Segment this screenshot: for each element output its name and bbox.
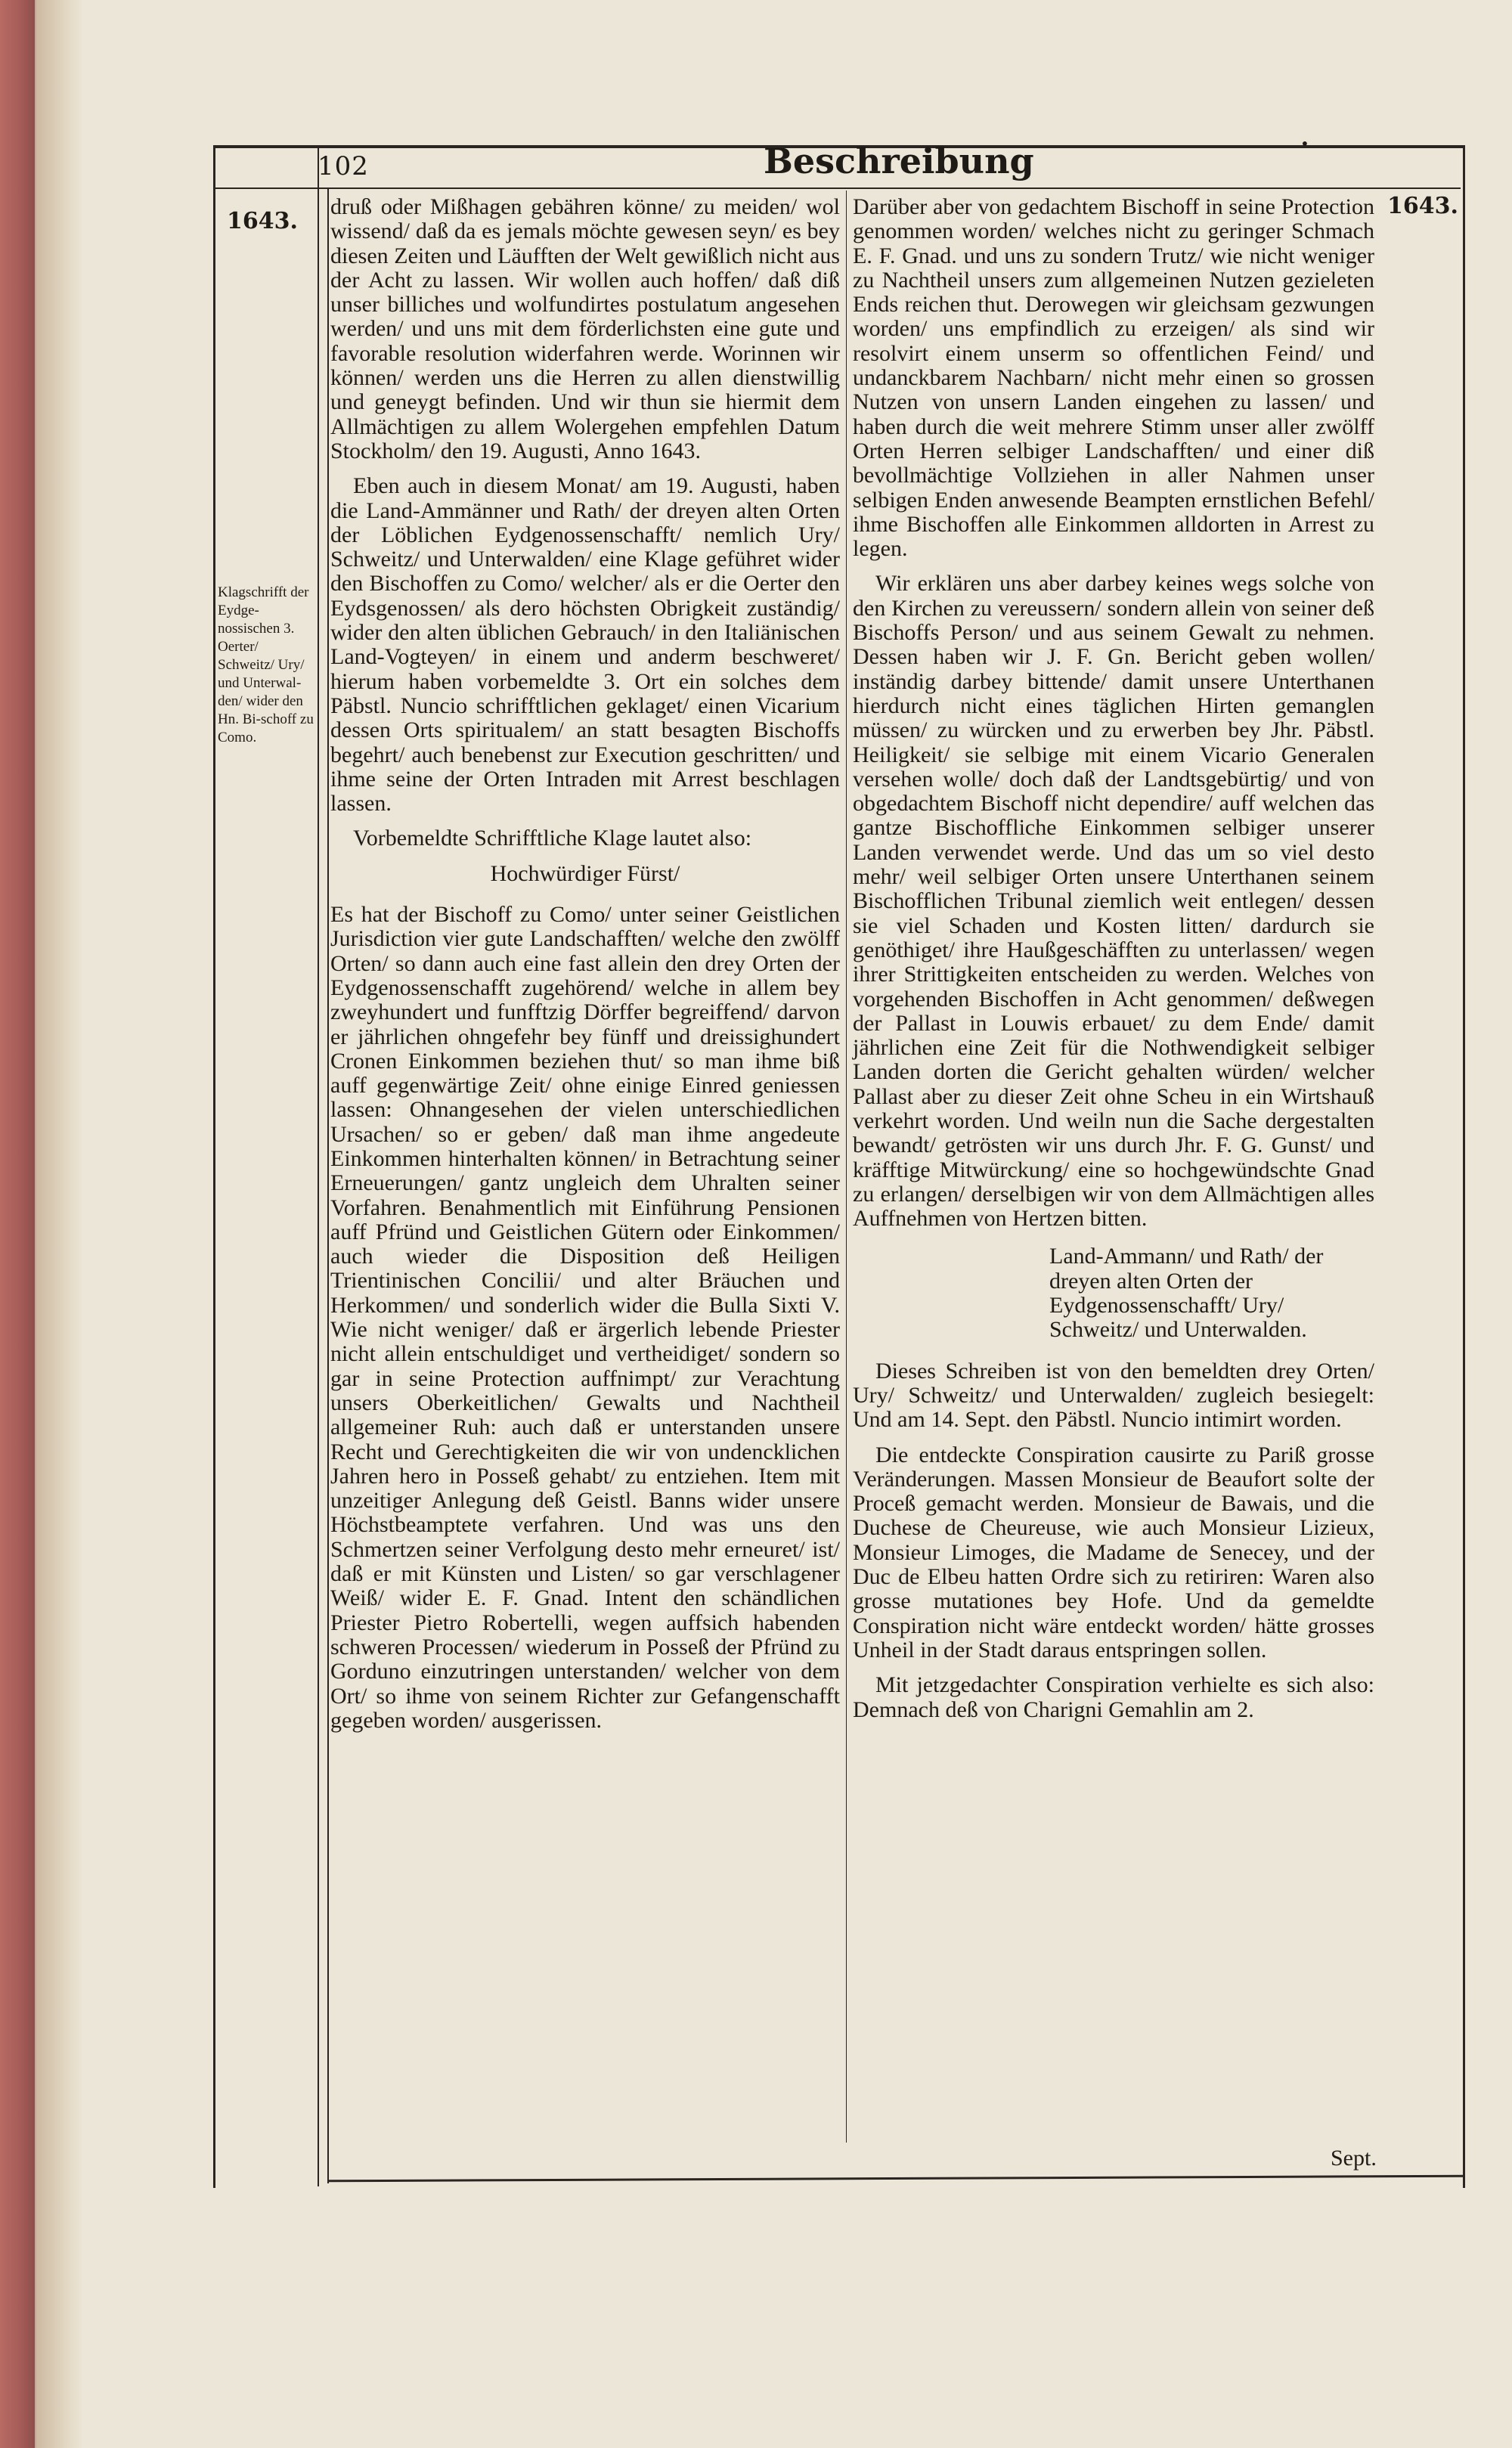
paragraph: Es hat der Bischoff zu Como/ unter seiner Geistlichen Jurisdiction vier gute Landschafften/ welche den zwölff Orten/ so dann auch eine fast allein den drey Orten der Eydgenossenschafft zugehörend/ welche in allem bey zweyhundert und funfftzig Dörffer begreiffend/ darvon er jährlichen ohngefehr bey fünff und dreissighundert Cronen Einkommen beziehen thut/ so man ihme biß auff gegenwärtige Zeit/ ohne einige Einred geniessen lassen: Ohnangesehen der vielen unterschiedlichen Ursachen/ so er geben/ daß man ihme angedeute Einkommen hinterhalten können/ in Betrachtung seiner Erneuerungen/ gantz ungleich dem Uhralten seiner Vorfahren. Benahmentlich mit Einführung Pensionen auff Pfründ und Geistlichen Gütern oder Einkommen/ auch wieder die Disposition deß Heiligen Trientinischen Concilii/ und alter Bräuchen und Herkommen/ und sonderlich wider die Bulla Sixti V. Wie nicht weniger/ daß er ärgerlich lebende Priester nicht allein entschuldiget und vertheidiget/ sondern so gar in seine Protection auffnimpt/ zur Verachtung unsers Oberkeitlichen/ Gewalts und Nachtheil allgemeiner Ruh: auch daß er unterstanden unsere Recht und Gerechtigkeiten die wir von undencklichen Jahren hero in Posseß gehabt/ zu entziehen. Item mit unzeitiger Anlegung deß Geistl. Banns wider unsere Höchstbeamptete verfahren. Und was uns den Schmertzen seiner Verfolgung desto mehr erneuret/ ist/ daß er mit Künsten und Listen/ so gar verschlagener Weiß/ wider E. F. Gnad. Intent den schändlichen Priester Pietro Robertelli, wegen auffsich habenden schweren Processen/ wiederum in Posseß der Pfründ zu Gorduno einzutringen unterstanden/ welcher von dem Ort/ so ihme von seinem Richter zur Gefangenschafft gegeben worden/ ausgerissen. (330, 902, 840, 1733)
paragraph: druß oder Mißhagen gebähren könne/ zu meiden/ wol wissend/ daß da es jemals möchte gewesen seyn/ es bey diesen Zeiten und Läufften der Welt gewißlich nicht aus der Acht zu lassen. Wir wollen auch hoffen/ daß diß unser billiches und wolfundirtes postulatum angesehen werden/ und uns mit dem förderlichsten eine gute und favorable resolution widerfahren werde. Worinnen wir können/ werden uns die Herren zu allen dienstwillig und geneygt befinden. Und wir thun sie hiermit dem Allmächtigen zu allem Wolergehen empfehlen Datum Stockholm/ den 19. Augusti, Anno 1643. (330, 194, 840, 463)
salutation: Hochwürdiger Fürst/ (490, 860, 680, 886)
paragraph: Wir erklären uns aber darbey keines wegs solche von den Kirchen zu vereussern/ sondern allein von seiner deß Bischoffs Person/ und aus seinem Gewalt zu nehmen. Dessen haben wir J. F. Gn. Bericht geben wollen/ inständig darbey bittende/ damit unsere Unterthanen hierdurch nicht eines täglichen Hirten gemanglen müssen/ zu würcken und zu erwerben bey Jhr. Päbstl. Heiligkeit/ sie selbige mit einem Vicario Generalen versehen wolle/ doch daß der Landtsgebürtig/ und von obgedachtem Bischoff nicht dependire/ auff welchen das gantze Bischoffliche Einkommen selbiger unserer Landen verwendet werde. Und das um so viel desto mehr/ weil selbiger Orten unsere Unterthanen seinem Bischofflichen Tribunal ziemlich weit entlegen/ dessen sie viel Schaden und Kosten litten/ dardurch sie genöthiget/ ihre Haußgeschäfften zu unterlassen/ wegen ihrer Strittigkeiten entscheiden zu werden. Welches von vorgehenden Bischoffen in Acht genommen/ deßwegen der Pallast in Louwis erbauet/ zu dem Ende/ damit jährlichen eine Zeit für die Nothwendigkeit selbiger Landen dorten die Gericht gehalten würden/ welcher Pallast aber zu dieser Zeit ohne Scheu in ein Wirtshauß verkehrt worden. Und weiln nun die Sache dergestalten bewandt/ getrösten wir uns durch Jhr. F. G. Gunst/ und kräfftige Mitwürckung/ eine so hochgewündschte Gnad zu erlangen/ derselbigen wir von dem Allmächtigen alles Auffnehmen von Hertzen bitten. (853, 571, 1374, 1232)
year-right: 1643. (1387, 193, 1458, 219)
right-column (853, 195, 1374, 1733)
paragraph: Darüber aber von gedachtem Bischoff in seine Protection genommen worden/ welches nicht zu geringer Schmach E. F. Gnad. und uns zu sondern Trutz/ wie nicht weniger zu Nachtheil unsers zum allgemeinen Nutzen gezieleten Ends reichen thut. Derowegen wir gleichsam gezwungen worden/ uns empfindlich zu erzeigen/ als sind wir resolvirt einem unserm so offentlichen Feind/ und undanckbarem Nachbarn/ nicht mehr einen so grossen Nutzen von unsern Landen eingehen zu lassen/ und haben durch die weit mehrere Stimm unser aller zwölff Orten Herren selbiger Landschafften/ und einer diß bevollmächtige Vollziehen in aller Nahmen unser selbigen Enden anwesende Beampten ernstlichen Befehl/ ihme Bischoffen alle Einkommen alldorten in Arrest zu legen. (853, 194, 1374, 562)
paragraph: Eben auch in diesem Monat/ am 19. Augusti, haben die Land-Ammänner und Rath/ der dreyen alten Orten der Löblichen Eydgenossenschafft/ nemlich Ury/ Schweitz/ und Unterwalden/ eine Klage geführet wider den Bischoffen zu Como/ welcher/ als er die Oerter den Eydsgenossen/ als dero höchsten Obrigkeit zuständig/ wider den alten üblichen Gebrauch/ in den Italiänischen Land-Vogteyen/ in einem und anderm beschweret/ hierum haben vorbemeldte 3. Ort ein solches dem Päbstl. Nuncio schrifftlichen geklaget/ einen Vicarium dessen Orts spiritualem/ an statt besagten Bischoffs begehrt/ auch benebenst zur Execution geschritten/ und ihme seine der Orten Intraden mit Arrest beschlagen lassen. (330, 473, 840, 817)
page-number: 102 (318, 151, 369, 181)
corner-mark: • (1300, 135, 1309, 153)
paragraph: Dieses Schreiben ist von den bemeldten drey Orten/ Ury/ Schweitz/ und Unterwalden/ zugleich besiegelt: Und am 14. Sept. den Päbstl. Nuncio intimirt worden. (853, 1358, 1374, 1433)
margin-rule-inner (327, 187, 329, 2183)
column-divider (846, 191, 847, 2143)
catchword: Sept. (1331, 2146, 1377, 2171)
margin-rule (318, 145, 319, 2186)
page-gutter (35, 0, 83, 2448)
year-left: 1643. (227, 208, 298, 234)
running-head: Beschreibung (764, 141, 1034, 181)
book-spine (0, 0, 35, 2448)
paragraph: Mit jetzgedachter Conspiration verhielte es sich also: Demnach deß von Charigni Gemahlin am 2. (853, 1672, 1374, 1722)
paragraph: Vorbemeldte Schrifftliche Klage lautet also: (353, 826, 752, 851)
paragraph: Die entdeckte Conspiration causirte zu Pariß grosse Veränderungen. Massen Monsieur de Beaufort solte der Proceß gemacht werden. Monsieur de Bawais, und die Duchese de Cheureuse, wie auch Monsieur Lizieux, Monsieur Limoges, die Madame de Senecey, und der Duc de Elbeu hatten Ordre sich zu retiriren: Waren also grosse mutationes bey Hofe. Und da gemeldte Conspiration nicht wäre entdeckt worden/ hätte grosses Unheil in der Stadt daraus entspringen sollen. (853, 1442, 1374, 1662)
margin-note: Klagschrifft der Eydge-nossischen 3. Oerter/ Schweitz/ Ury/ und Unterwal-den/ wider den Hn. Bi-schoff zu Como. (218, 584, 314, 745)
left-column (330, 195, 840, 1743)
header-rule (213, 187, 1461, 189)
signature-block: Land-Ammann/ und Rath/ der dreyen alten Orten der Eydgenossenschafft/ Ury/ Schweitz/ und Unterwalden. (1049, 1244, 1324, 1343)
